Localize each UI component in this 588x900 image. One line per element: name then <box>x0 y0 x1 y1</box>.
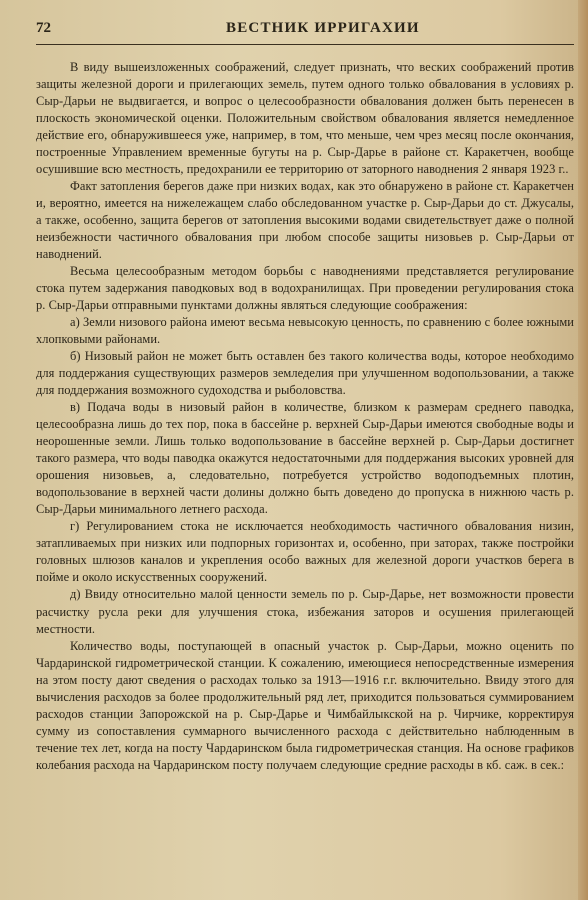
page-edge-shadow <box>578 0 588 900</box>
paragraph-water-quantity: Количество воды, поступающей в опасный участок р. Сыр-Дарьи, можно оценить по Чардаринской гидрометрической станции. К сожалению, имеющиеся непосредственные измерения на этом посту дают сведения о расходах только за 1913—1916 г.г. включительно. Ввиду этого для вычисления расходов за более продолжительный ряд лет, приходится пользоваться суммированием расходов станции Запорожской на р. Сыр-Дарье и Чимбайлыкской на р. Чирчике, корректируя сумму из сопоставления суммарного вычисленного расхода с действительно наблюденным в течение тех лет, когда на посту Чардаринском была гидрометрическая станция. На основе графиков колебания расхода на Чардаринском посту получаем следующие средние расходы в кб. саж. в сек.: <box>36 638 574 772</box>
paragraph-point-b: б) Низовый район не может быть оставлен без такого количества воды, которое необходимо для поддержания существующих размеров земледелия при улучшенном водопользовании, а также для поддержания возможного судоходства и рыболовства. <box>36 349 574 398</box>
journal-title: ВЕСТНИК ИРРИГАХИИ <box>226 20 420 36</box>
paragraph-point-d: д) Ввиду относительно малой ценности земель по р. Сыр-Дарье, нет возможности провести расчистку русла реки для улучшения стока, избежания заторов и осушения прилегающей местности. <box>36 587 574 636</box>
paragraph-regulation: Весьма целесообразным методом борьбы с наводнениями представляется регулирование стока путем задержания паводковых вод в водохранилищах. При проведении регулирования стока р. Сыр-Дарьи отправными пунктами должны являться следующие соображения: <box>36 264 574 313</box>
paragraph-point-g: г) Регулированием стока не исключается необходимость частичного обвалования низин, затапливаемых при низких или подпорных горизонтах и, особенно, при заторах, также постройки головных шлюзов каналов и укрепления особо важных для железной дороги участков берега в пойме и около искусственных сооружений. <box>36 519 574 585</box>
paragraph-point-a: а) Земли низового района имеют весьма невысокую ценность, по сравнению с более южными хлопковыми районами. <box>36 315 574 347</box>
article-body <box>36 59 574 774</box>
paragraph-intro: В виду вышеизложенных соображений, следует признать, что веских соображений против защиты железной дороги и прилегающих земель, путем одного только обвалования в условиях р. Сыр-Дарьи не выдвигается, и вопрос о целесообразности обвалования должен быть перенесен в плоскость экономической оценки. Положительным свойством обвалования является немедленное действие его, обнаружившееся уже, например, в том, что меньше, чем чрез месяц после окончания, построенные Управлением временные бугуты на р. Сыр-Дарье в районе ст. Каракетчен, вообще осушившие всю местность, предохранили ее территорию от заторного наводнения 2 января 1923 г.. <box>36 60 574 177</box>
page-number: 72 <box>36 20 51 36</box>
paragraph-flooding-fact: Факт затопления берегов даже при низких водах, как это обнаружено в районе ст. Каракетчен и, вероятно, имеется на нижележащем слабо обследованном участке р. Сыр-Дарьи до ст. Джусалы, а также, особенно, защита берегов от затопления высокими водами свидетельствует даже о полной неизбежности частичного обвалования при любом способе защиты низовьев р. Сыр-Дарьи от наводнений. <box>36 179 574 262</box>
paragraph-point-v: в) Подача воды в низовый район в количестве, близком к размерам среднего паводка, целесообразна лишь до тех пор, пока в бассейне р. верхней Сыр-Дарьи имеются свободные воды и неорошенные земли. Лишь только водопользование в бассейне верхней р. Сыр-Дарьи достигнет такого размера, что воды паводка окажутся недостаточными для поддержания высоких уровней для орошения низовьев, а, следовательно, потребуется устройство водоподъемных плотин, водопользование в верхней части долины должно быть доведено до пропуска в нижнюю часть р. Сыр-Дарьи минимального летнего расхода. <box>36 400 574 517</box>
running-header <box>36 20 574 45</box>
